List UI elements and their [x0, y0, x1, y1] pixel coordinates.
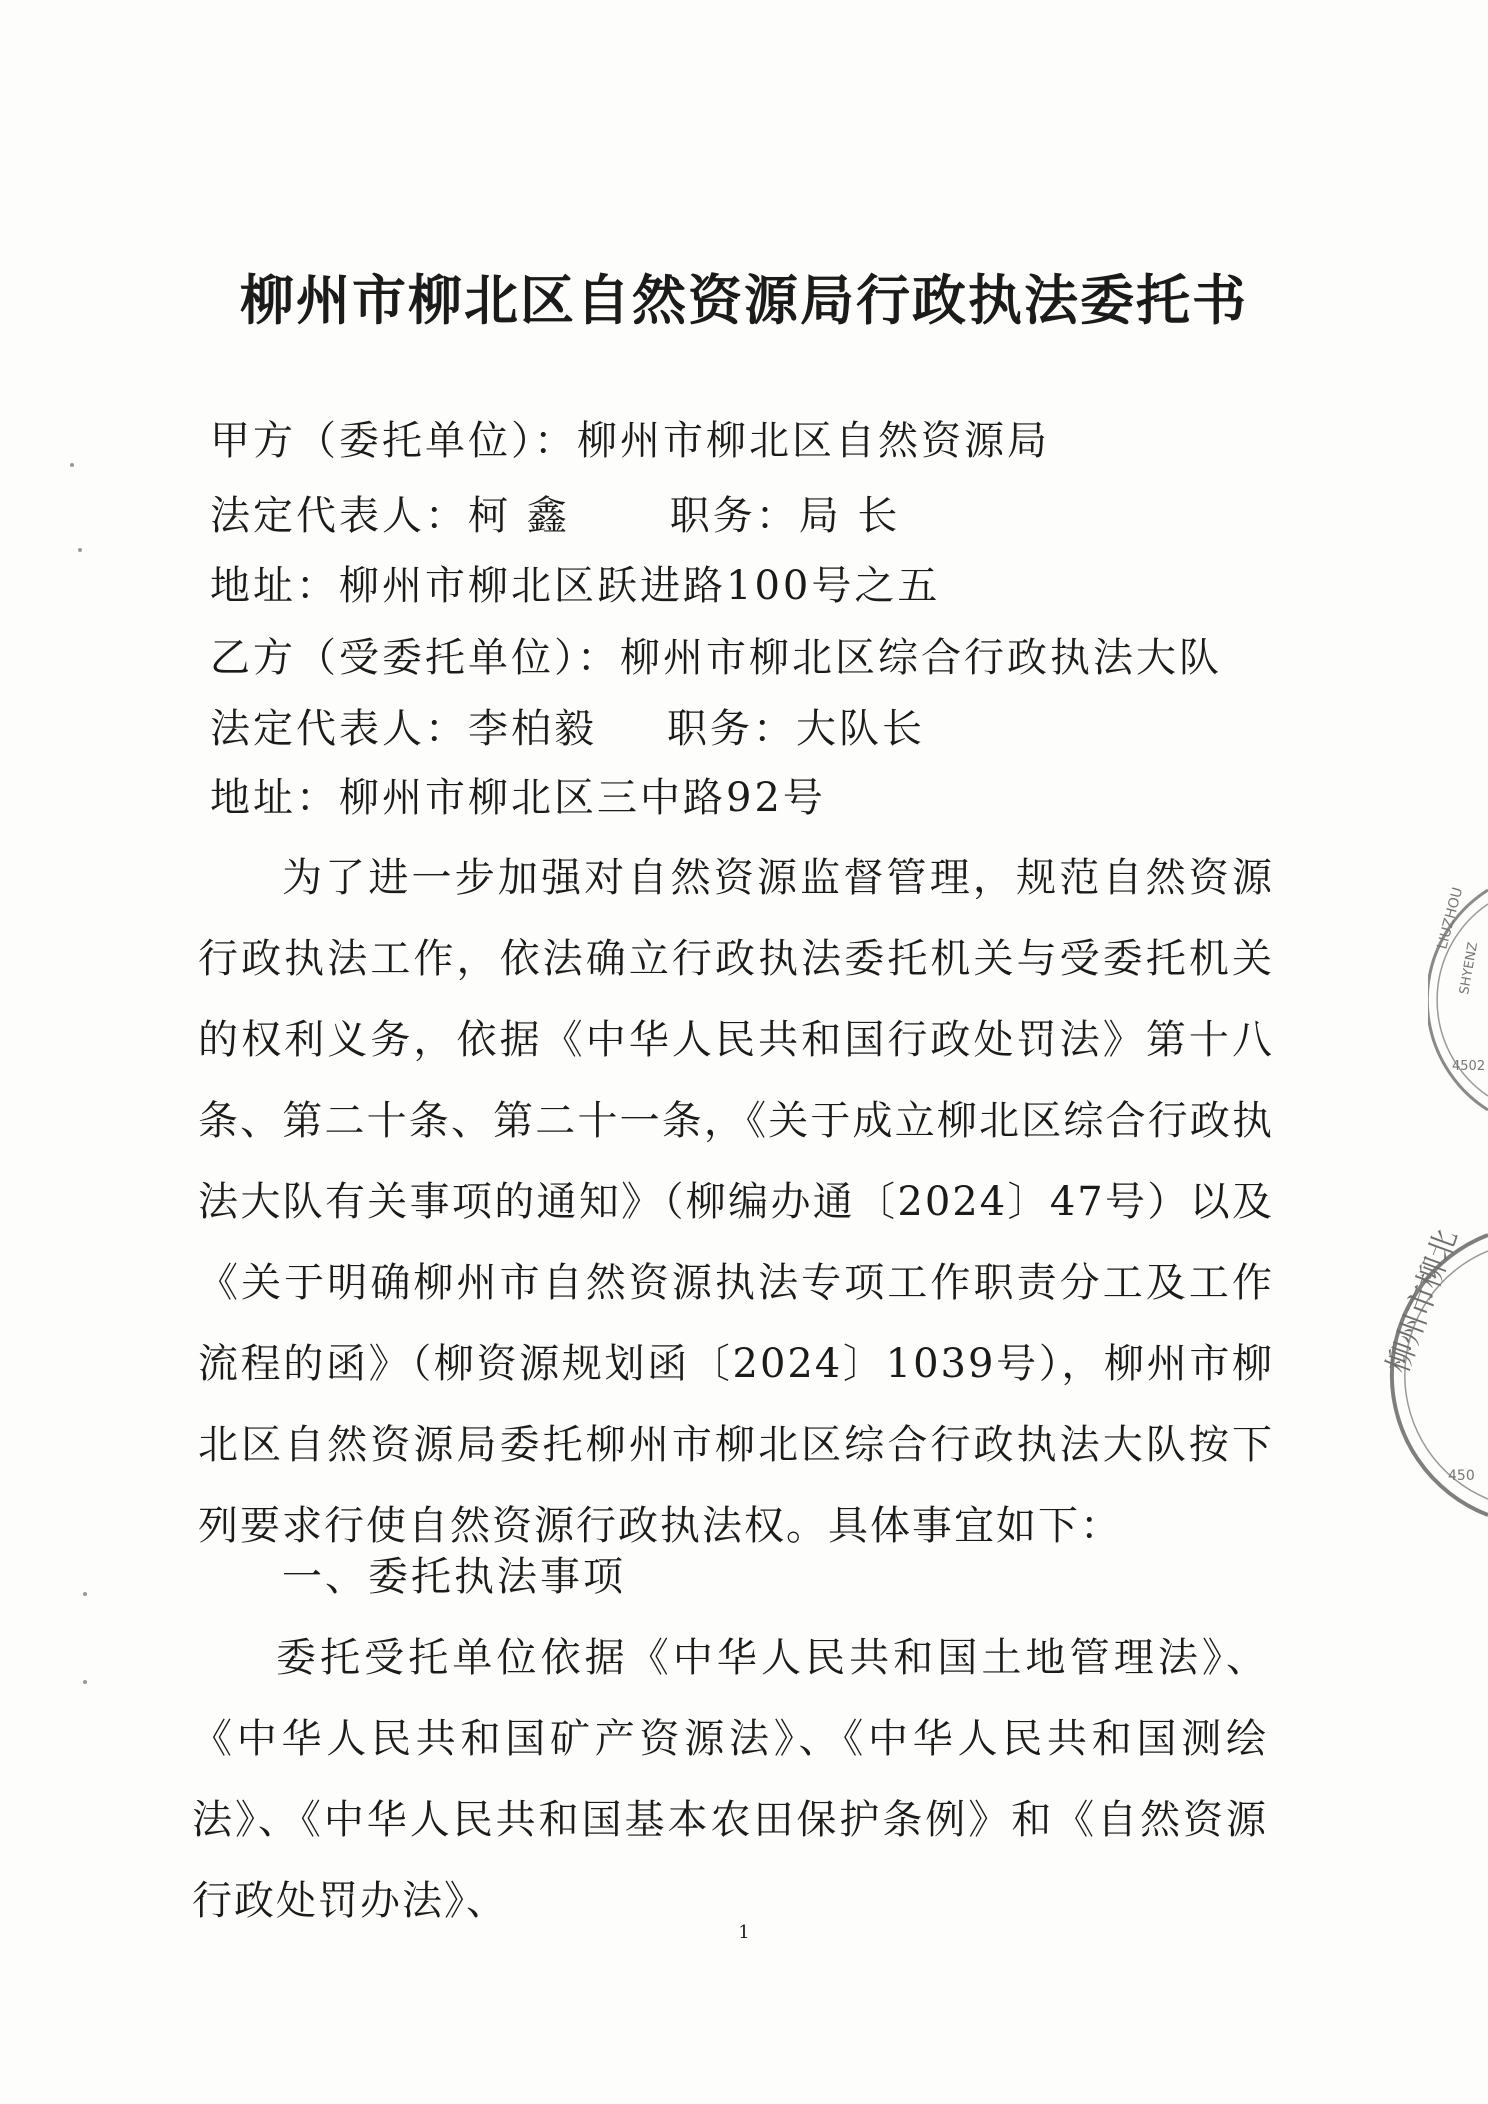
svg-text:LIUZHOU: LIUZHOU [1434, 885, 1467, 952]
party-a-rep-label: 法定代表人： [210, 493, 468, 539]
party-a-rep-line [210, 490, 900, 542]
party-b-position: 大队长 [796, 706, 925, 752]
party-a-position: 局 长 [798, 493, 901, 539]
svg-text:4502: 4502 [1452, 1059, 1486, 1074]
party-b-rep-line [210, 703, 925, 755]
party-a-line [210, 415, 1050, 467]
party-b-rep-label: 法定代表人： [210, 706, 468, 752]
party-a-position-label: 职务： [669, 493, 799, 539]
party-a-address: 柳州市柳北区跃进路100号之五 [339, 563, 941, 609]
party-b-name: 柳州市柳北区综合行政执法大队 [620, 635, 1222, 681]
party-b-line [210, 632, 1222, 684]
svg-text:SHYENZ: SHYENZ [1457, 941, 1482, 996]
page-number: 1 [738, 1922, 750, 1943]
section-paragraph: 委托受托单位依据《中华人民共和国土地管理法》、《中华人民共和国矿产资源法》、《中华人民共和国测绘法》、《中华人民共和国基本农田保护条例》和《自然资源行政处罚办法》、 [192, 1635, 1268, 1924]
party-a-rep-name: 柯 鑫 [468, 493, 570, 539]
party-a-address-line [210, 560, 940, 612]
party-b-address-line [210, 772, 826, 824]
svg-text:柳州市柳北: 柳州市柳北 [1380, 1225, 1465, 1378]
party-b-label: 乙方（受委托单位）： [210, 635, 620, 681]
party-b-rep-name: 李柏毅 [468, 706, 597, 752]
party-b-position-label: 职务： [667, 706, 796, 752]
party-b-address-label: 地址： [210, 775, 339, 821]
svg-text:450: 450 [1448, 1468, 1475, 1484]
party-a-name: 柳州市柳北区自然资源局 [577, 418, 1050, 464]
seal-stamp-upper-icon [1428, 880, 1488, 1120]
document-title: 柳州市柳北区自然资源局行政执法委托书 [240, 269, 1248, 332]
intro-paragraph: 为了进一步加强对自然资源监督管理，规范自然资源行政执法工作，依法确立行政执法委托机关与受委托机关的权利义务，依据《中华人民共和国行政处罚法》第十八条、第二十条、第二十一条，《关于成立柳北区综合行政执法大队有关事项的通知》（柳编办通〔2024〕47号）以及《关于明确柳州市自然资源执法专项工作职责分工及工作流程的函》（柳资源规划函〔2024〕1039号），柳州市柳北区自然资源局委托柳州市柳北区综合行政执法大队按下列要求行使自然资源行政执法权。具体事宜如下： [198, 855, 1274, 1549]
party-b-address: 柳州市柳北区三中路92号 [339, 775, 826, 821]
seal-stamp-lower-icon [1378, 1225, 1488, 1525]
section-heading: 一、委托执法事项 [282, 1554, 626, 1600]
party-a-label: 甲方（委托单位）： [210, 418, 577, 464]
party-a-address-label: 地址： [210, 563, 339, 609]
